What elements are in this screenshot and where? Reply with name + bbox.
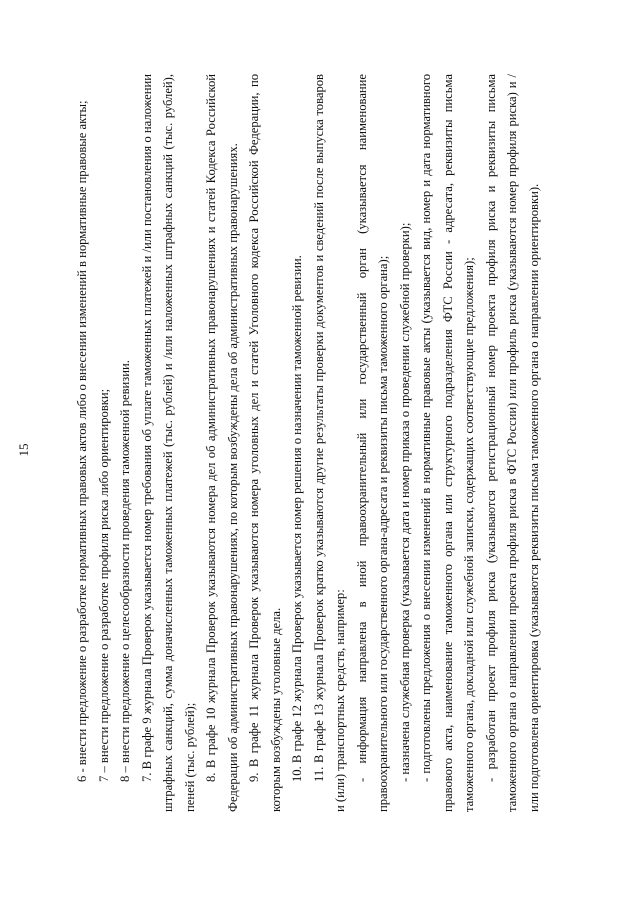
paragraph: 8. В графе 10 журнала Проверок указываются номера дел об административных правонарушениях и статей Кодекса Российской Федерации об административных правонарушениях, по которым возбуждены дела об административных правонарушениях. bbox=[204, 74, 240, 812]
paragraph: 11. В графе 13 журнала Проверок кратко указываются другие результаты проверки документов и сведений после выпуска товаров и (или) транспортных средств, например: bbox=[311, 74, 347, 812]
paragraph: 9. В графе 11 журнала Проверок указываются номера уголовных дел и статей Уголовного кодекса Российской Федерации, по которым возбуждены уголовные дела. bbox=[247, 74, 283, 812]
paragraph: - назначена служебная проверка (указывается дата и номер приказа о проведении служебной проверки); bbox=[397, 222, 412, 782]
paragraph: 7 – внести предложение о разработке профиля риска либо ориентировки; bbox=[96, 388, 111, 782]
paragraph: 6 - внести предложение о разработке нормативных правовых актов либо о внесении изменений в нормативные правовые акты; bbox=[75, 100, 89, 782]
paragraph: - информация направлена в иной правоохранительный или государственный орган (указывается наименование правоохранительного или государственного органа-адресата и реквизиты письма таможенного органа); bbox=[354, 74, 390, 812]
page-number: 15 bbox=[16, 443, 31, 457]
paragraph: 10. В графе 12 журнала Проверок указывается номер решения о назначении таможенной ревизии. bbox=[290, 255, 304, 782]
document-page bbox=[10, 10, 630, 890]
document-body bbox=[72, 74, 545, 812]
paragraph: 7. В графе 9 журнала Проверок указывается номер требования об уплате таможенных платежей и /или постановления о наложении штрафных санкций, сумма доначисленных таможенных платежей (тыс. рублей) и /или наложенных штрафных санкций (тыс. рублей), пеней (тыс. рублей); bbox=[139, 74, 197, 812]
paragraph: - разработан проект профиля риска (указываются регистрационный номер проекта профиля риска и реквизиты письма таможенного органа о направлении проекта профиля риска в ФТС России) или профиль риска (указываются номер профиля риска) и /или подготовлена ориентировка (указываются реквизиты письма таможенного органа о направлении ориентировки). bbox=[483, 74, 541, 812]
paragraph: - подготовлены предложения о внесении изменений в нормативные правовые акты (указывается вид, номер и дата нормативного правового акта, наименование таможенного органа или структурного подразделения ФТС России - адресата, реквизиты письма таможенного органа, докладной или служебной записки, содержащих соответствующие предложения); bbox=[419, 74, 476, 812]
paragraph: 8 – внести предложение о целесообразности проведения таможенной ревизии. bbox=[118, 360, 132, 782]
